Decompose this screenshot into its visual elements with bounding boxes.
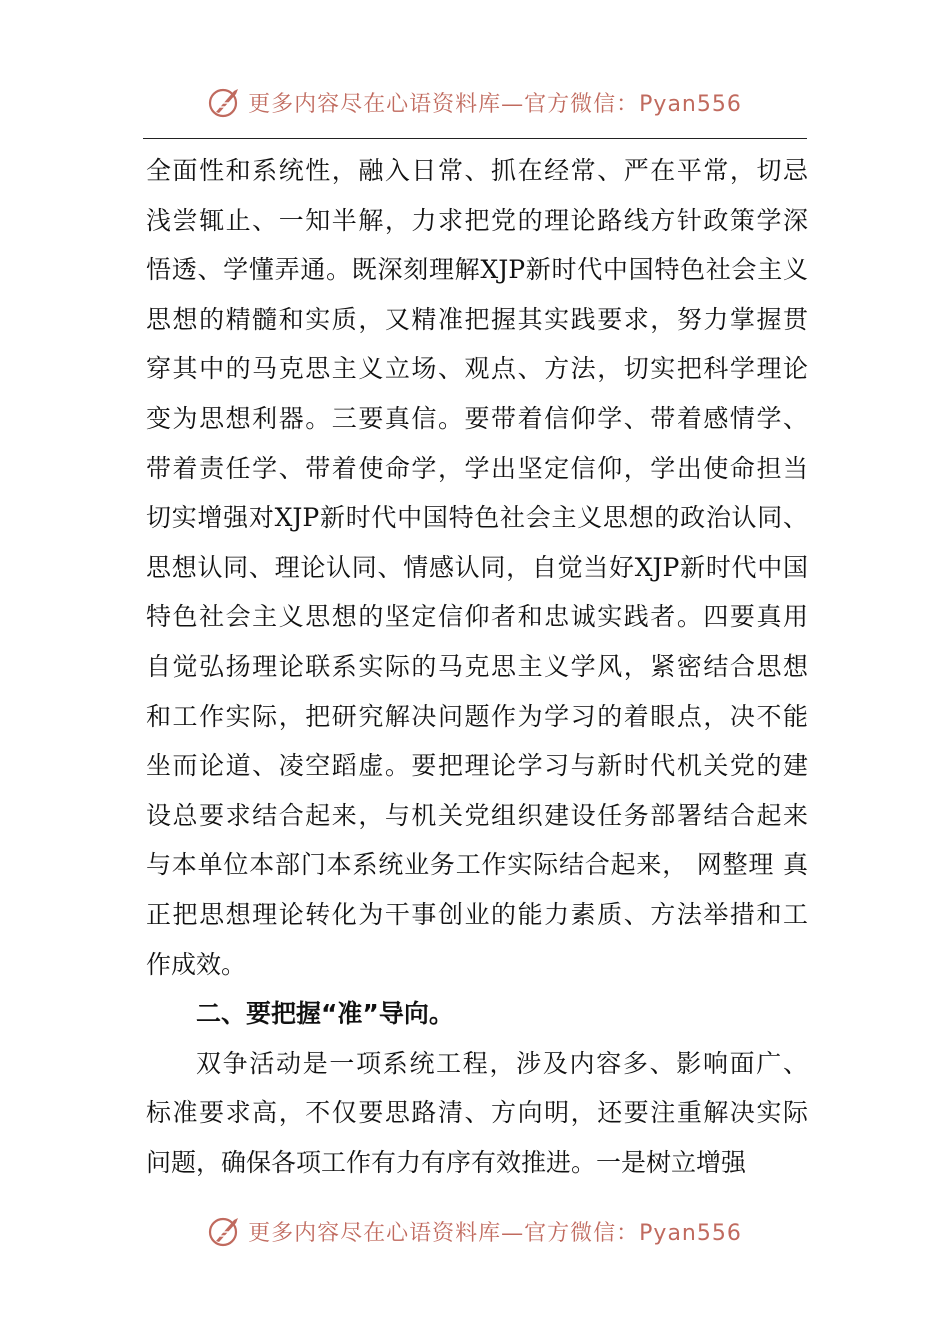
text-line: 自觉弘扬理论联系实际的马克思主义学风，紧密结合思想	[146, 651, 808, 681]
header-banner-text: 更多内容尽在心语资料库—官方微信：Pyan556	[248, 91, 742, 117]
quill-logo-icon	[208, 1214, 242, 1248]
header-rule	[143, 138, 807, 139]
text-line: 和工作实际，把研究解决问题作为学习的着眼点，决不能	[146, 701, 808, 731]
paragraph-1	[146, 146, 808, 989]
text-line: 正把思想理论转化为干事创业的能力素质、方法举措和工	[146, 899, 808, 929]
text-line: 坐而论道、凌空蹈虚。要把理论学习与新时代机关党的建	[146, 751, 808, 781]
text-line: 切实增强对XJP新时代中国特色社会主义思想的政治认同、	[146, 503, 808, 533]
text-line: 悟透、学懂弄通。既深刻理解XJP新时代中国特色社会主义	[146, 255, 808, 285]
footer-banner-text: 更多内容尽在心语资料库—官方微信：Pyan556	[248, 1220, 742, 1246]
footer-banner-brand: Pyan556	[639, 1220, 742, 1246]
text-line: 标准要求高，不仅要思路清、方向明，还要注重解决实际	[146, 1098, 808, 1128]
paragraph-2	[146, 1039, 808, 1188]
text-line: 特色社会主义思想的坚定信仰者和忠诚实践者。四要真用	[146, 602, 808, 632]
text-line: 带着责任学、带着使命学，学出坚定信仰，学出使命担当	[146, 453, 808, 483]
text-line: 变为思想利器。三要真信。要带着信仰学、带着感情学、	[146, 403, 808, 433]
text-line: 双争活动是一项系统工程，涉及内容多、影响面广、	[196, 1048, 808, 1078]
text-line: 全面性和系统性，融入日常、抓在经常、严在平常，切忌	[146, 156, 808, 185]
text-line: 作成效。	[146, 949, 247, 979]
section-heading: 二、要把握“准”导向。	[196, 999, 454, 1029]
text-line: 思想的精髓和实质，又精准把握其实践要求，努力掌握贯	[146, 304, 808, 334]
text-line: 设总要求结合起来，与机关党组织建设任务部署结合起来	[146, 800, 808, 830]
text-line: 穿其中的马克思主义立场、观点、方法，切实把科学理论	[146, 354, 808, 384]
quill-logo-icon	[208, 85, 242, 119]
footer-banner	[0, 1211, 950, 1251]
text-line: 思想认同、理论认同、情感认同，自觉当好XJP新时代中国	[146, 552, 808, 582]
header-banner	[0, 82, 950, 122]
document-body	[146, 146, 808, 1187]
text-line: 与本单位本部门本系统业务工作实际结合起来， 网整理 真	[146, 850, 808, 880]
text-line: 浅尝辄止、一知半解，力求把党的理论路线方针政策学深	[146, 205, 808, 235]
text-line: 问题，确保各项工作有力有序有效推进。一是树立增强	[146, 1147, 747, 1177]
header-banner-brand: Pyan556	[639, 91, 742, 117]
